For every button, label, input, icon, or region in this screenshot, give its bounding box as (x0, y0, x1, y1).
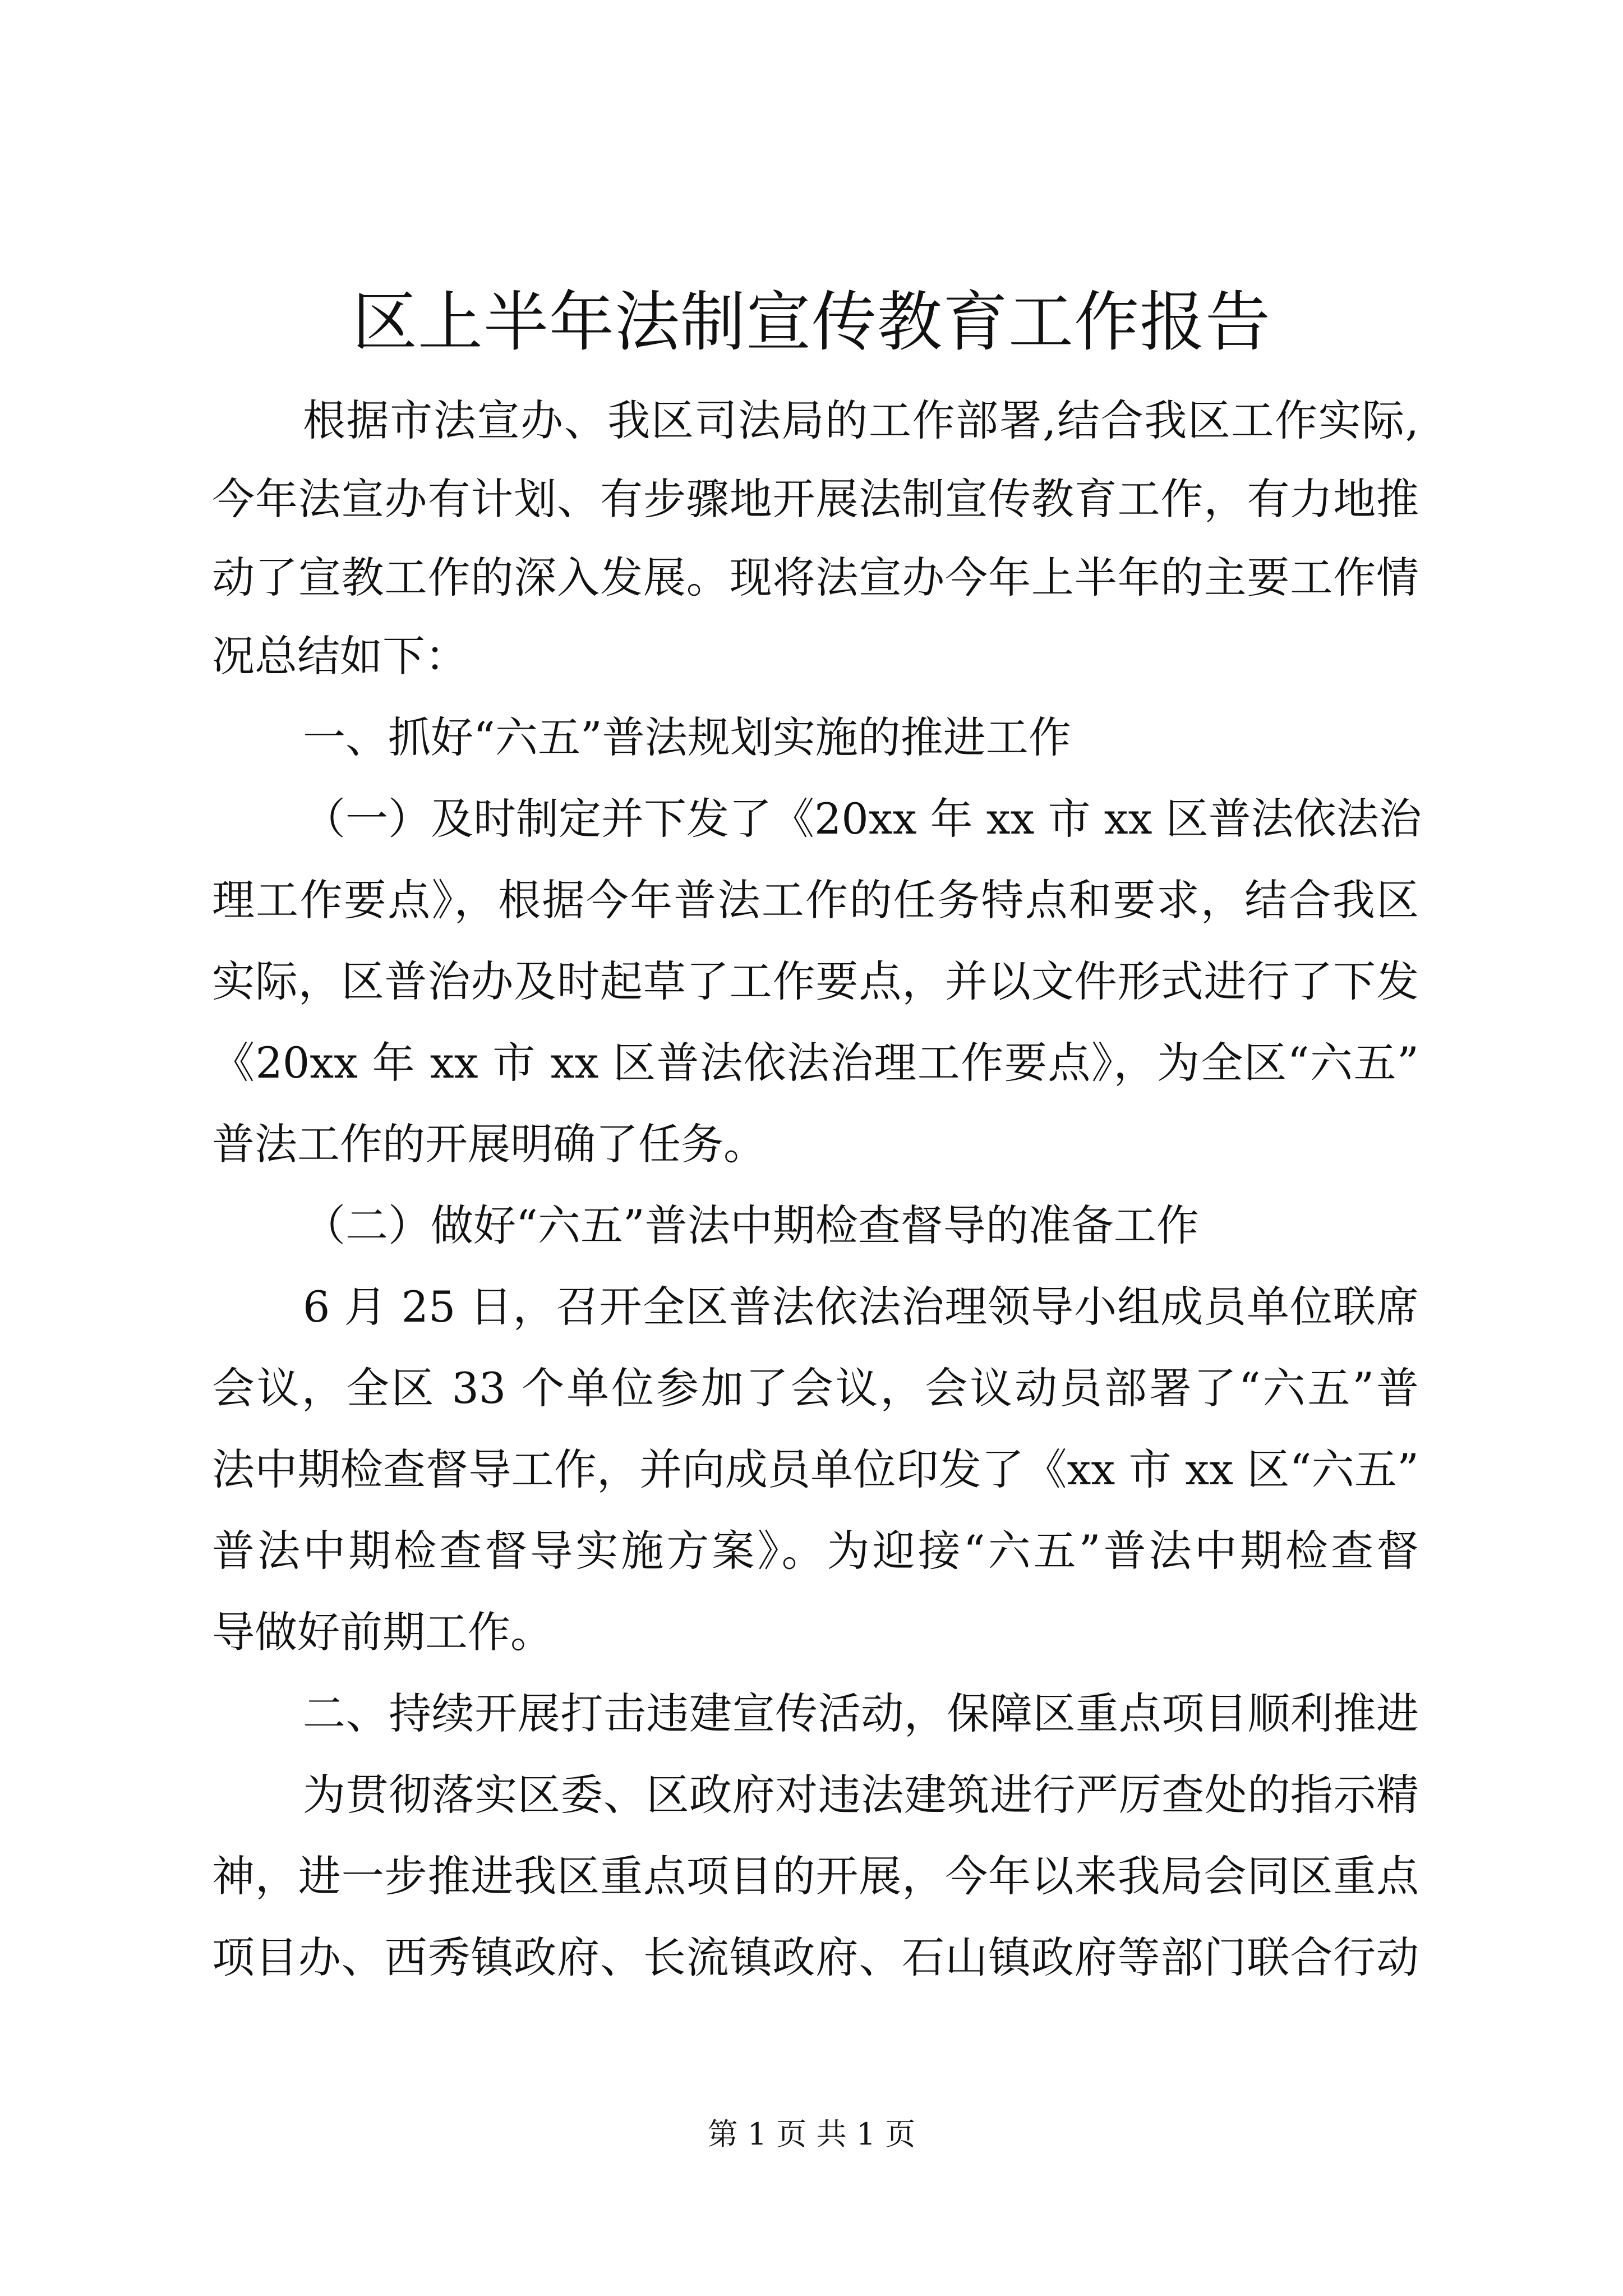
section-heading-2: 二、持续开展打击违建宣传活动，保障区重点项目顺利推进 (303, 1688, 1419, 1738)
page-footer: 第 1 页 共 1 页 (707, 2116, 916, 2152)
body-line-8: 实际，区普治办及时起草了工作要点，并以文件形式进行了下发 (212, 956, 1419, 1006)
section-heading-1: 一、抓好“六五”普法规划实施的推进工作 (303, 712, 1071, 762)
body-line-13: 会议，全区 33 个单位参加了会议，会议动员部署了“六五”普 (212, 1363, 1419, 1413)
subsection-heading-2: （二）做好“六五”普法中期检查督导的准备工作 (303, 1200, 1199, 1250)
body-line-3: 动了宣教工作的深入发展。现将法宣办今年上半年的主要工作情 (212, 553, 1419, 602)
body-line-12: 6 月 25 日，召开全区普法依法治理领导小组成员单位联席 (303, 1282, 1419, 1332)
body-line-10: 普法工作的开展明确了任务。 (212, 1119, 766, 1169)
body-line-19: 神，进一步推进我区重点项目的开展，今年以来我局会同区重点 (212, 1851, 1419, 1901)
body-line-1: 根据市法宣办、我区司法局的工作部署,结合我区工作实际, (303, 395, 1419, 445)
body-line-7: 理工作要点》，根据今年普法工作的任务特点和要求，结合我区 (212, 875, 1419, 925)
body-line-20: 项目办、西秀镇政府、长流镇政府、石山镇政府等部门联合行动 (212, 1932, 1419, 1982)
body-line-6: （一）及时制定并下发了《20xx 年 xx 市 xx 区普法依法治 (303, 794, 1422, 844)
body-line-2: 今年法宣办有计划、有步骤地开展法制宣传教育工作，有力地推 (212, 474, 1419, 524)
body-line-4: 况总结如下： (212, 631, 468, 681)
body-line-9: 《20xx 年 xx 市 xx 区普法依法治理工作要点》，为全区“六五” (212, 1038, 1419, 1088)
body-line-14: 法中期检查督导工作，并向成员单位印发了《xx 市 xx 区“六五” (212, 1444, 1419, 1494)
body-line-18: 为贯彻落实区委、区政府对违法建筑进行严厉查处的指示精 (303, 1770, 1419, 1820)
document-title: 区上半年法制宣传教育工作报告 (352, 284, 1271, 360)
body-line-16: 导做好前期工作。 (212, 1607, 553, 1657)
body-line-15: 普法中期检查督导实施方案》。为迎接“六五”普法中期检查督 (212, 1526, 1419, 1576)
